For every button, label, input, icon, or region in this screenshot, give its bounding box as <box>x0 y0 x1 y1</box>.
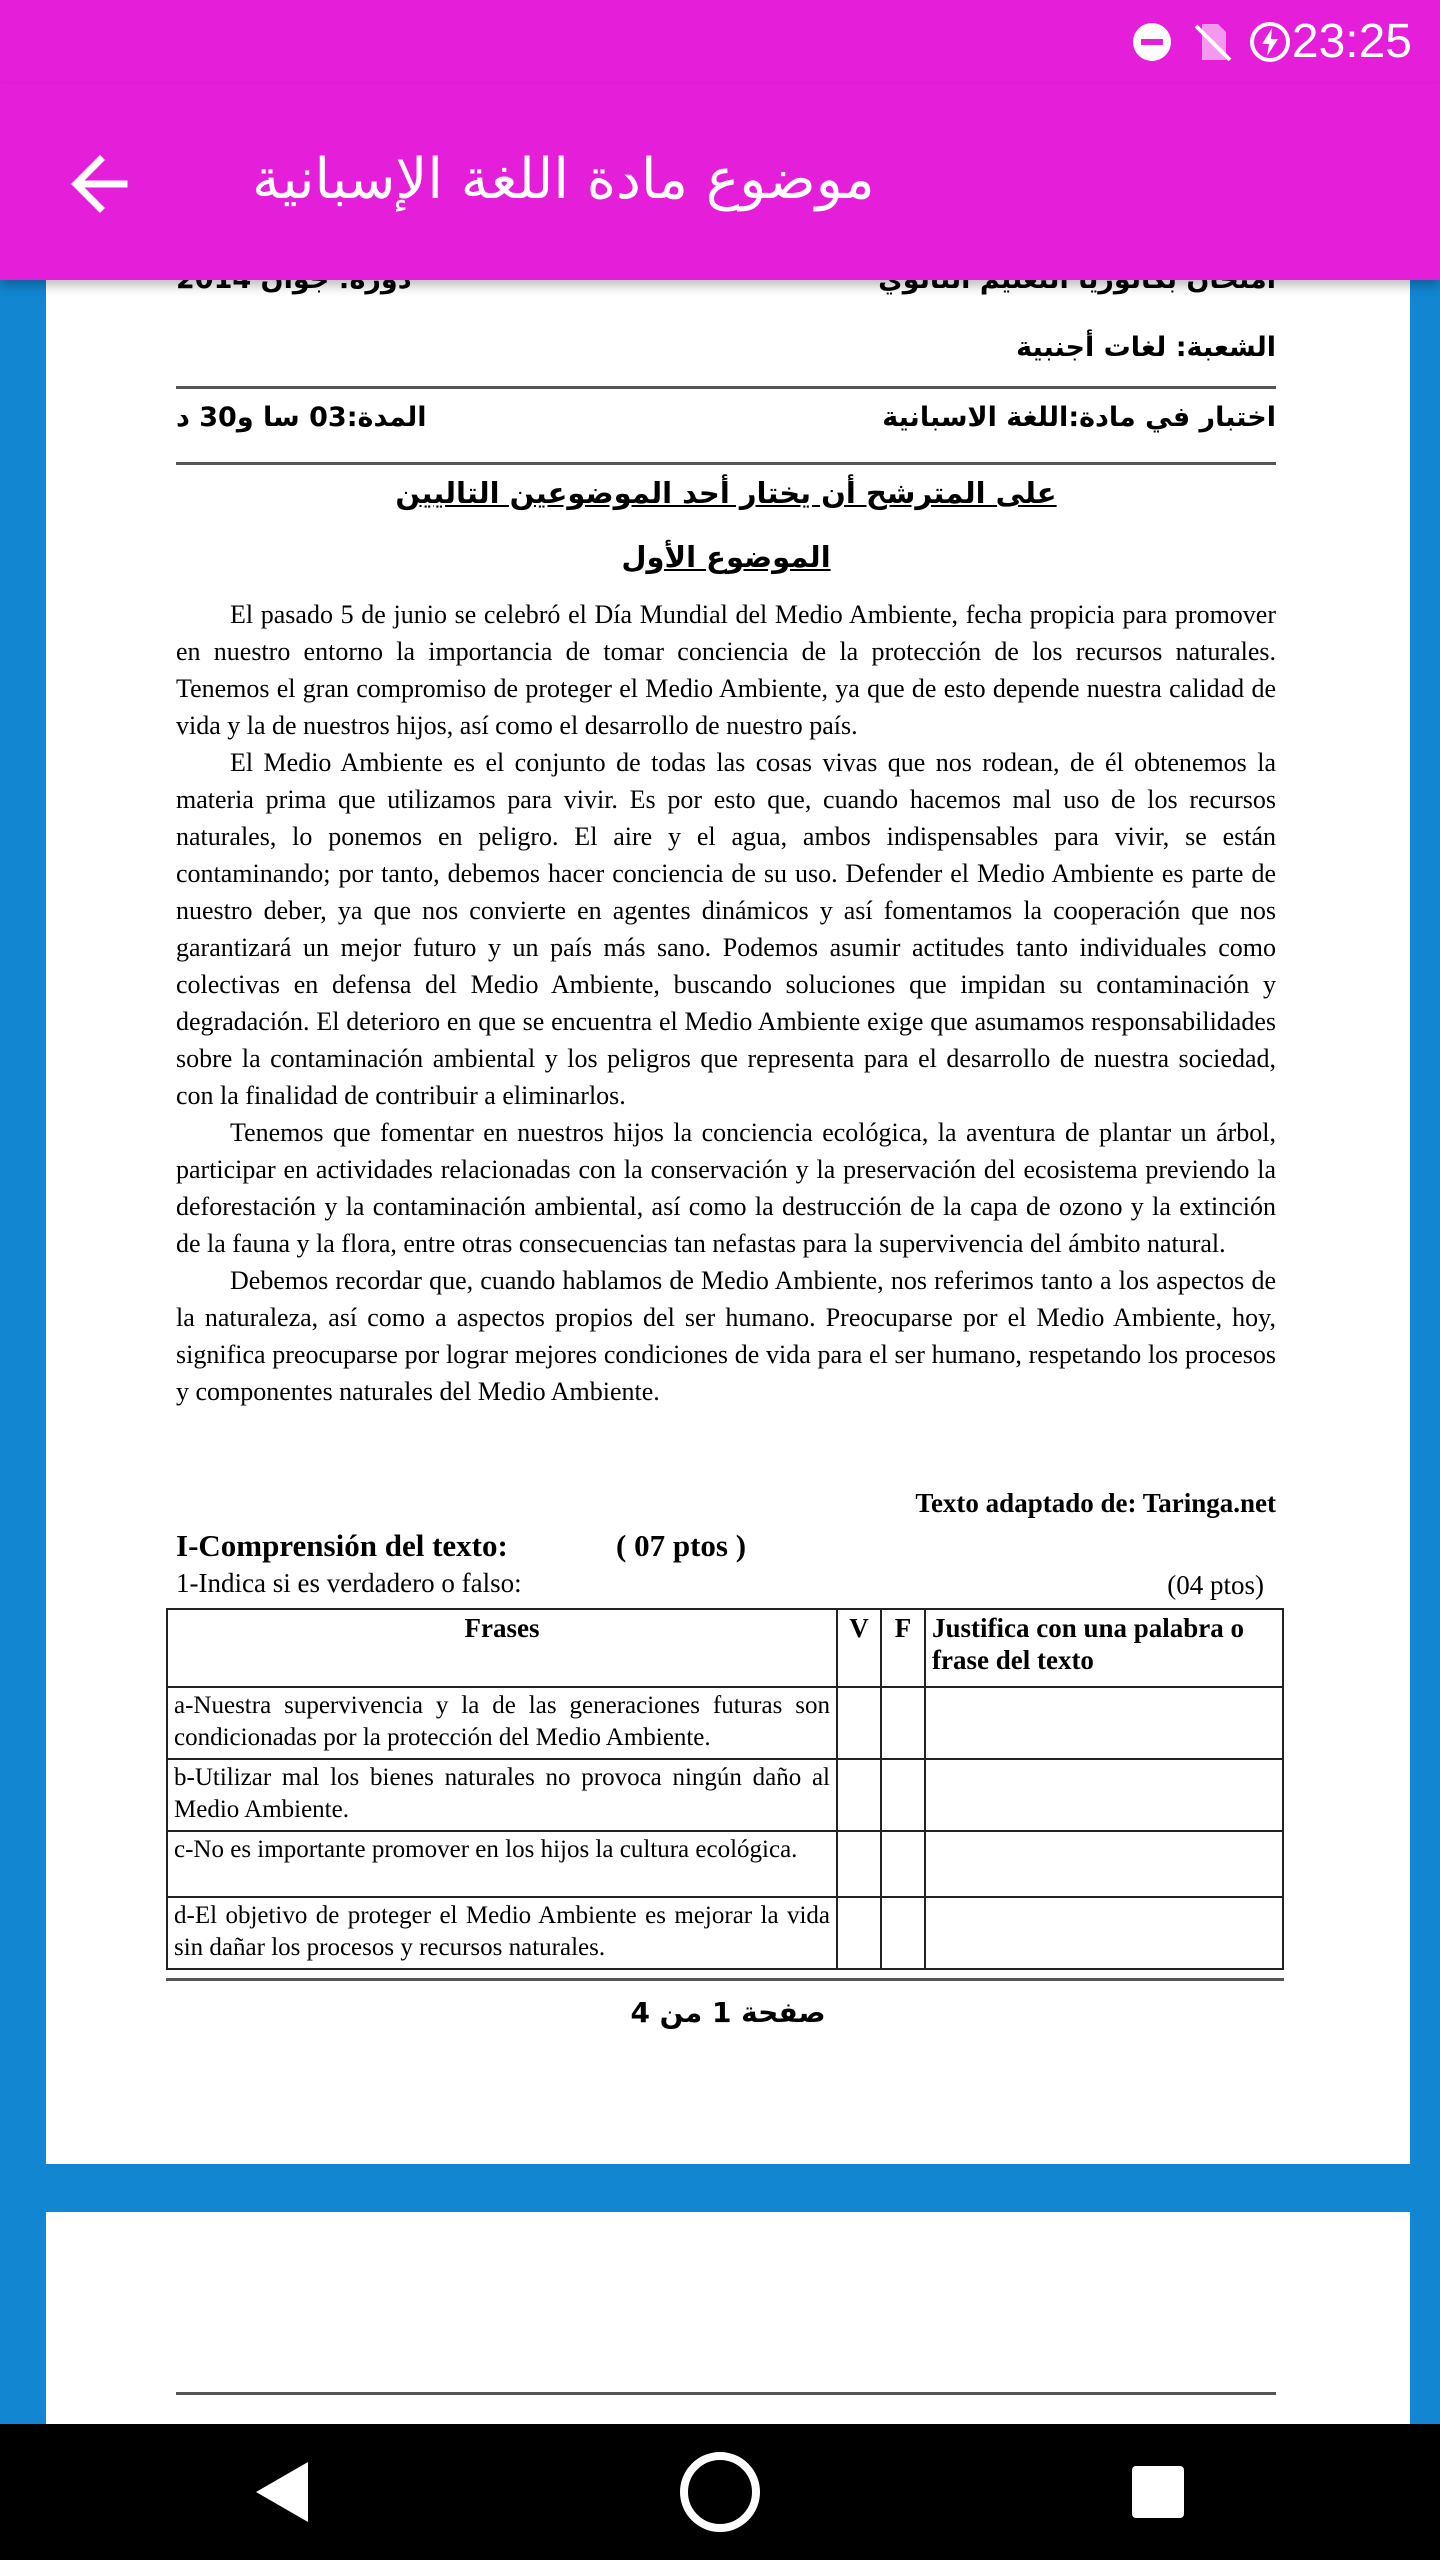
justify-cell <box>925 1831 1283 1897</box>
document-page[interactable] <box>46 200 1410 2164</box>
divider <box>176 2392 1276 2395</box>
page-title: موضوع مادة اللغة الإسبانية <box>252 147 875 212</box>
battery-saver-icon <box>1248 20 1292 64</box>
divider <box>176 462 1276 465</box>
document-page-2[interactable] <box>46 2212 1410 2452</box>
table-row <box>167 1759 1283 1831</box>
table-row <box>167 1831 1283 1897</box>
col-header-v: V <box>837 1609 881 1687</box>
v-cell <box>837 1759 881 1831</box>
f-cell <box>881 1831 925 1897</box>
v-cell <box>837 1897 881 1969</box>
subject-label: اختبار في مادة:اللغة الاسبانية <box>882 402 1276 433</box>
justify-cell <box>925 1897 1283 1969</box>
f-cell <box>881 1759 925 1831</box>
v-cell <box>837 1831 881 1897</box>
subject-one-title: الموضوع الأول <box>621 540 831 574</box>
page-number: صفحة 1 من 4 <box>630 1996 826 2029</box>
col-header-f: F <box>881 1609 925 1687</box>
duration-label: المدة:03 سا و30 د <box>176 402 427 433</box>
justify-cell <box>925 1687 1283 1759</box>
divider <box>166 1978 1284 1981</box>
table-header <box>167 1609 1283 1687</box>
v-cell <box>837 1687 881 1759</box>
nav-recents-icon[interactable] <box>1068 2424 1248 2560</box>
text-source: Texto adaptado de: Taringa.net <box>915 1488 1276 1518</box>
phrase-d: d-El objetivo de proteger el Medio Ambiente es mejorar la vida sin dañar los procesos y recursos naturales. <box>167 1897 837 1969</box>
header-row-2 <box>176 332 1276 372</box>
do-not-disturb-icon <box>1130 20 1174 64</box>
status-bar <box>0 0 1440 84</box>
clock: 23:25 <box>1291 15 1412 68</box>
section-heading <box>176 1528 747 1564</box>
nav-home-icon[interactable] <box>630 2424 810 2560</box>
section-points: ( 07 ptos ) <box>616 1528 747 1563</box>
col-header-justify: Justifica con una palabra o frase del texto <box>925 1609 1283 1687</box>
phrase-b: b-Utilizar mal los bienes naturales no provoca ningún daño al Medio Ambiente. <box>167 1759 837 1831</box>
question-1: 1-Indica si es verdadero o falso: <box>176 1568 522 1598</box>
header-row-3 <box>176 402 1276 442</box>
f-cell <box>881 1897 925 1969</box>
paragraph: El pasado 5 de junio se celebró el Día Mundial del Medio Ambiente, fecha propicia para promover en nuestro entorno la importancia de tomar conciencia de la protección de los recursos naturales. Tenemos el gran compromiso de proteger el Medio Ambiente, ya que de esto depende nuestra calidad de vida y la de nuestros hijos, así como el desarrollo de nuestro país. <box>176 600 1276 740</box>
table-row <box>167 1687 1283 1759</box>
justify-cell <box>925 1759 1283 1831</box>
table-row <box>167 1897 1283 1969</box>
paragraph: Tenemos que fomentar en nuestros hijos la conciencia ecológica, la aventura de plantar un árbol, participar en actividades relacionadas con la conservación y la preservación del ecosistema previendo la deforestación y la contaminación ambiental, así como la destrucción de la capa de ozono y la extinción de la fauna y la flora, entre otras consecuencias tan nefastas para la supervivencia del ámbito natural. <box>176 1118 1276 1258</box>
phrase-c: c-No es importante promover en los hijos la cultura ecológica. <box>167 1831 837 1897</box>
nav-back-icon[interactable] <box>192 2424 372 2560</box>
no-sim-icon <box>1190 20 1234 64</box>
app-bar <box>0 84 1440 280</box>
divider <box>176 386 1276 389</box>
section-title: I-Comprensión del texto: <box>176 1528 508 1563</box>
phrase-a: a-Nuestra supervivencia y la de las generaciones futuras son condicionadas por la protección del Medio Ambiente. <box>167 1687 837 1759</box>
question-1-points: (04 ptos) <box>1167 1570 1264 1600</box>
reading-text <box>176 596 1276 1410</box>
back-arrow-icon[interactable] <box>60 144 140 224</box>
choose-instruction: على المترشح أن يختار أحد الموضوعين التاليين <box>395 476 1057 510</box>
col-header-phrases: Frases <box>167 1609 837 1687</box>
f-cell <box>881 1687 925 1759</box>
paragraph: Debemos recordar que, cuando hablamos de Medio Ambiente, nos referimos tanto a los aspectos de la naturaleza, así como a aspectos propios del ser humano. Preocuparse por el Medio Ambiente, hoy, significa preocuparse por lograr mejores condiciones de vida para el ser humano, respetando los procesos y componentes naturales del Medio Ambiente. <box>176 1266 1276 1406</box>
stream-label: الشعبة: لغات أجنبية <box>1016 332 1276 363</box>
paragraph: El Medio Ambiente es el conjunto de todas las cosas vivas que nos rodean, de él obtenemos la materia prima que utilizamos para vivir. Es por esto que, cuando hacemos mal uso de los recursos naturales, lo ponemos en peligro. El aire y el agua, ambos indispensables para vivir, se están contaminando; por tanto, debemos hacer conciencia de su uso. Defender el Medio Ambiente es parte de nuestro deber, ya que nos convierte en agentes dinámicos y así fomentamos la cooperación que nos garantizará un mejor futuro y un país más sano. Podemos asumir actitudes tanto individuales como colectivas en defensa del Medio Ambiente, buscando soluciones que impidan su contaminación y degradación. El deterioro en que se encuentra el Medio Ambiente exige que asumamos responsabilidades sobre la contaminación ambiental y los peligros que representa para el desarrollo de nuestra sociedad, con la finalidad de contribuir a eliminarlos. <box>176 748 1276 1110</box>
navigation-bar <box>0 2424 1440 2560</box>
true-false-table <box>166 1608 1284 1970</box>
